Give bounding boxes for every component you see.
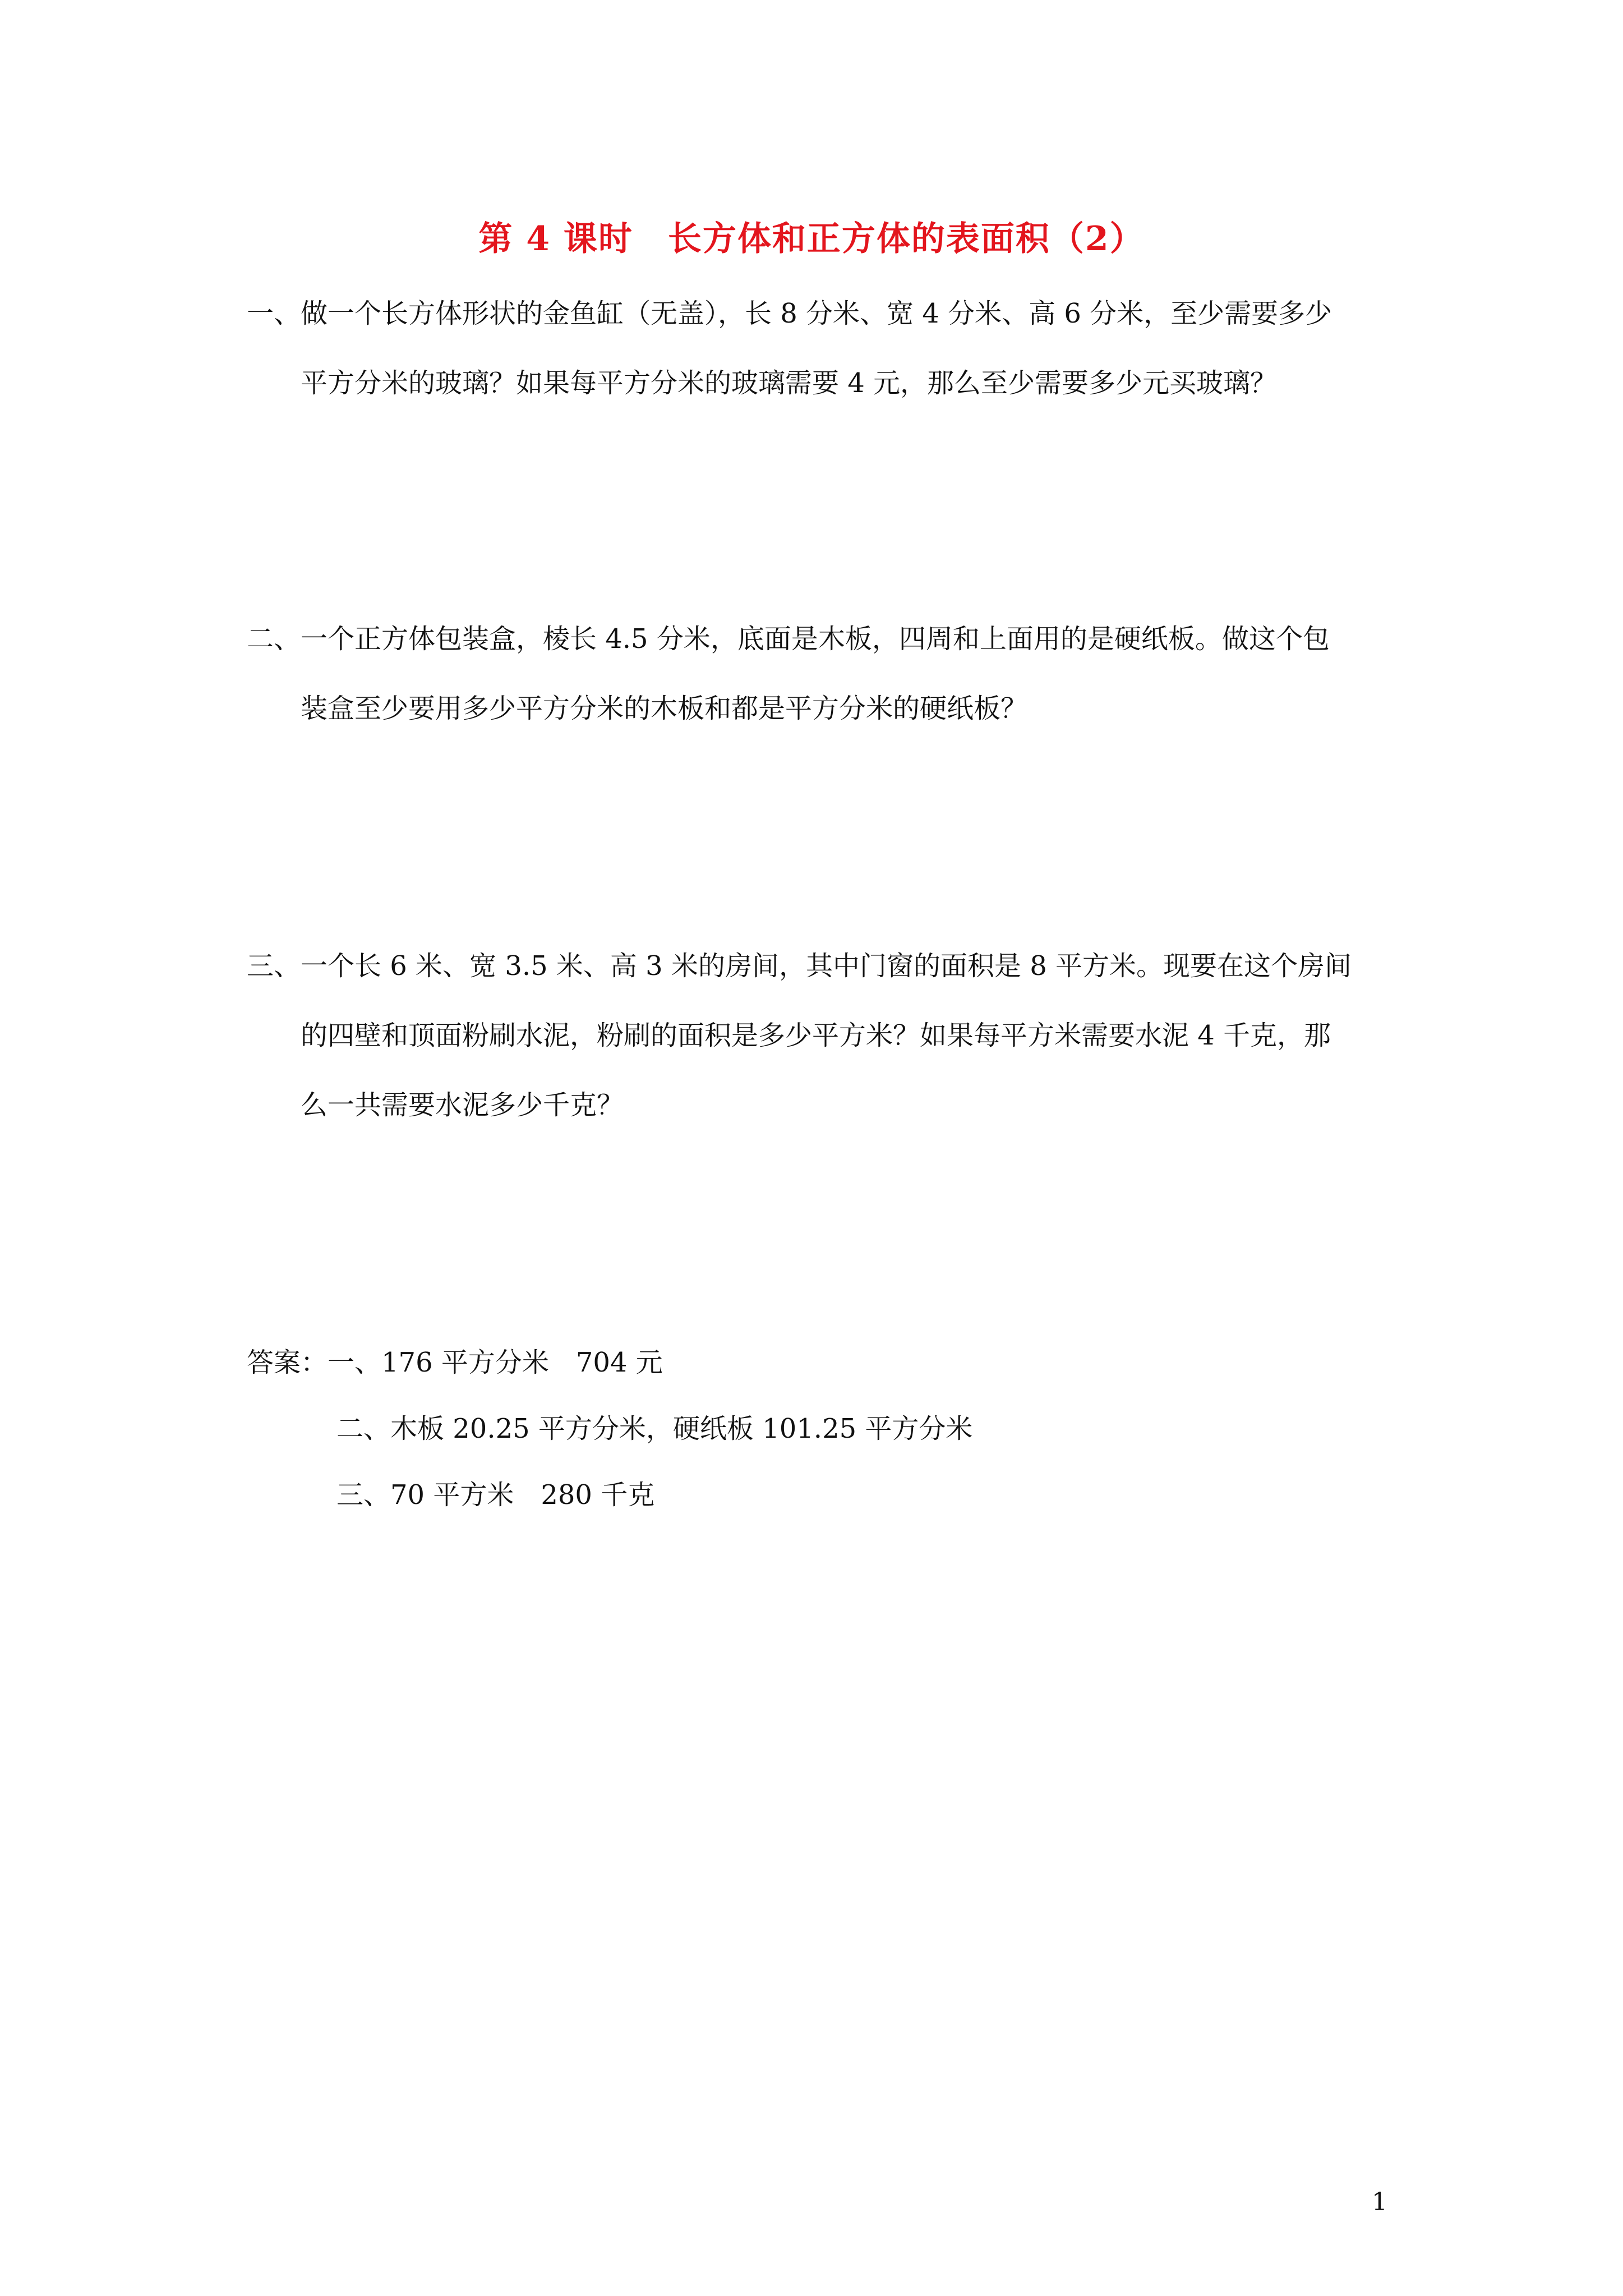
answer-row-1 [247,1329,972,1396]
question-text-line: 么一共需要水泥多少千克？ [301,1089,624,1121]
question-text-line: 装盒至少要用多少平方分米的木板和都是平方分米的硬纸板？ [301,693,1028,724]
question-number: 二、 [247,623,301,655]
question-text-line: 的四壁和顶面粉刷水泥，粉刷的面积是多少平方米？如果每平方米需要水泥 4 千克，那 [301,1020,1331,1051]
question-3 [247,931,1413,1140]
question-2 [247,604,1413,743]
question-text-line: 平方分米的玻璃？如果每平方分米的玻璃需要 4 元，那么至少需要多少元买玻璃？ [301,367,1278,399]
answer-item: 三、70 平方米 280 千克 [336,1479,655,1511]
page-number: 1 [1372,2188,1387,2216]
answer-item: 一、176 平方分米 704 元 [328,1347,663,1378]
answer-item: 二、木板 20.25 平方分米，硬纸板 101.25 平方分米 [336,1413,973,1444]
answer-section [247,1329,972,1528]
question-text-line: 做一个长方体形状的金鱼缸（无盖），长 8 分米、宽 4 分米、高 6 分米，至少需要多少 [301,298,1332,329]
answer-label: 答案： [247,1347,328,1378]
question-number: 一、 [247,298,301,329]
answer-row-2 [247,1396,972,1462]
question-text-line: 一个正方体包装盒，棱长 4.5 分米，底面是木板，四周和上面用的是硬纸板。做这个包 [301,623,1330,655]
page-title: 第 4 课时 长方体和正方体的表面积（2） [478,219,1145,259]
answer-row-3 [247,1462,972,1528]
question-1 [247,279,1413,418]
question-number: 三、 [247,950,301,982]
question-text-line: 一个长 6 米、宽 3.5 米、高 3 米的房间，其中门窗的面积是 8 平方米。现要在这个房间 [301,950,1352,982]
